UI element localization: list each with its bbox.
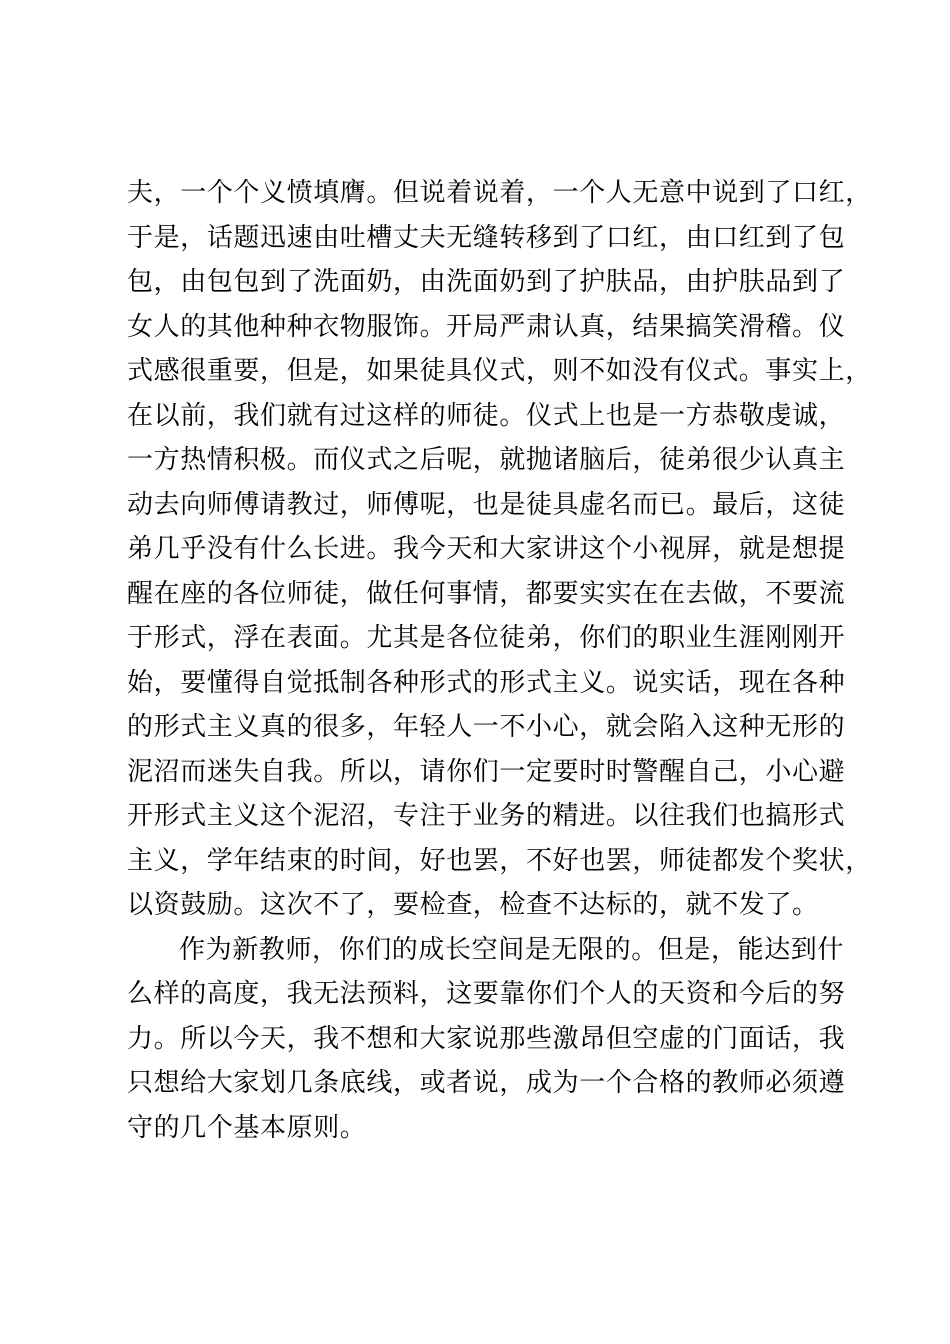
text-line: 在以前，我们就有过这样的师徒。仪式上也是一方恭敬虔诚， [127, 400, 846, 431]
text-line: 一方热情积极。而仪式之后呢，就抛诸脑后，徒弟很少认真主 [127, 445, 846, 475]
text-line: 开形式主义这个泥沼，专注于业务的精进。以往我们也搞形式 [127, 801, 846, 831]
text-line: 作为新教师，你们的成长空间是无限的。但是，能达到什 [179, 934, 845, 965]
text-line: 式感很重要，但是，如果徒具仪式，则不如没有仪式。事实上， [127, 356, 872, 386]
text-line: 醒在座的各位师徒，做任何事情，都要实实在在去做，不要流 [127, 578, 846, 609]
text-line: 弟几乎没有什么长进。我今天和大家讲这个小视屏，就是想提 [127, 534, 846, 564]
text-line: 包，由包包到了洗面奶，由洗面奶到了护肤品，由护肤品到了 [127, 267, 846, 297]
text-line: 动去向师傅请教过，师傅呢，也是徒具虚名而已。最后，这徒 [127, 489, 846, 520]
document-body [127, 171, 872, 1150]
text-line: 夫，一个个义愤填膺。但说着说着，一个人无意中说到了口红， [127, 178, 872, 208]
text-line: 守的几个基本原则。 [127, 1112, 367, 1143]
text-line: 以资鼓励。这次不了，要检查，检查不达标的，就不发了。 [127, 890, 819, 920]
text-line: 泥沼而迷失自我。所以，请你们一定要时时警醒自己，小心避 [127, 756, 846, 787]
text-line: 始，要懂得自觉抵制各种形式的形式主义。说实话，现在各种 [127, 667, 846, 698]
text-line: 么样的高度，我无法预料，这要靠你们个人的天资和今后的努 [127, 979, 846, 1009]
text-line: 力。所以今天，我不想和大家说那些激昂但空虚的门面话，我 [127, 1023, 846, 1054]
paragraph-2 [127, 928, 867, 1151]
paragraph-1 [127, 171, 872, 928]
text-line: 于是，话题迅速由吐槽丈夫无缝转移到了口红，由口红到了包 [127, 222, 846, 253]
text-line: 于形式，浮在表面。尤其是各位徒弟，你们的职业生涯刚刚开 [127, 623, 846, 653]
text-line: 主义，学年结束的时间，好也罢，不好也罢，师徒都发个奖状， [127, 845, 872, 876]
text-line: 的形式主义真的很多，年轻人一不小心，就会陷入这种无形的 [127, 712, 846, 742]
text-line: 只想给大家划几条底线，或者说，成为一个合格的教师必须遵 [127, 1068, 846, 1098]
text-line: 女人的其他种种衣物服饰。开局严肃认真，结果搞笑滑稽。仪 [127, 311, 846, 342]
